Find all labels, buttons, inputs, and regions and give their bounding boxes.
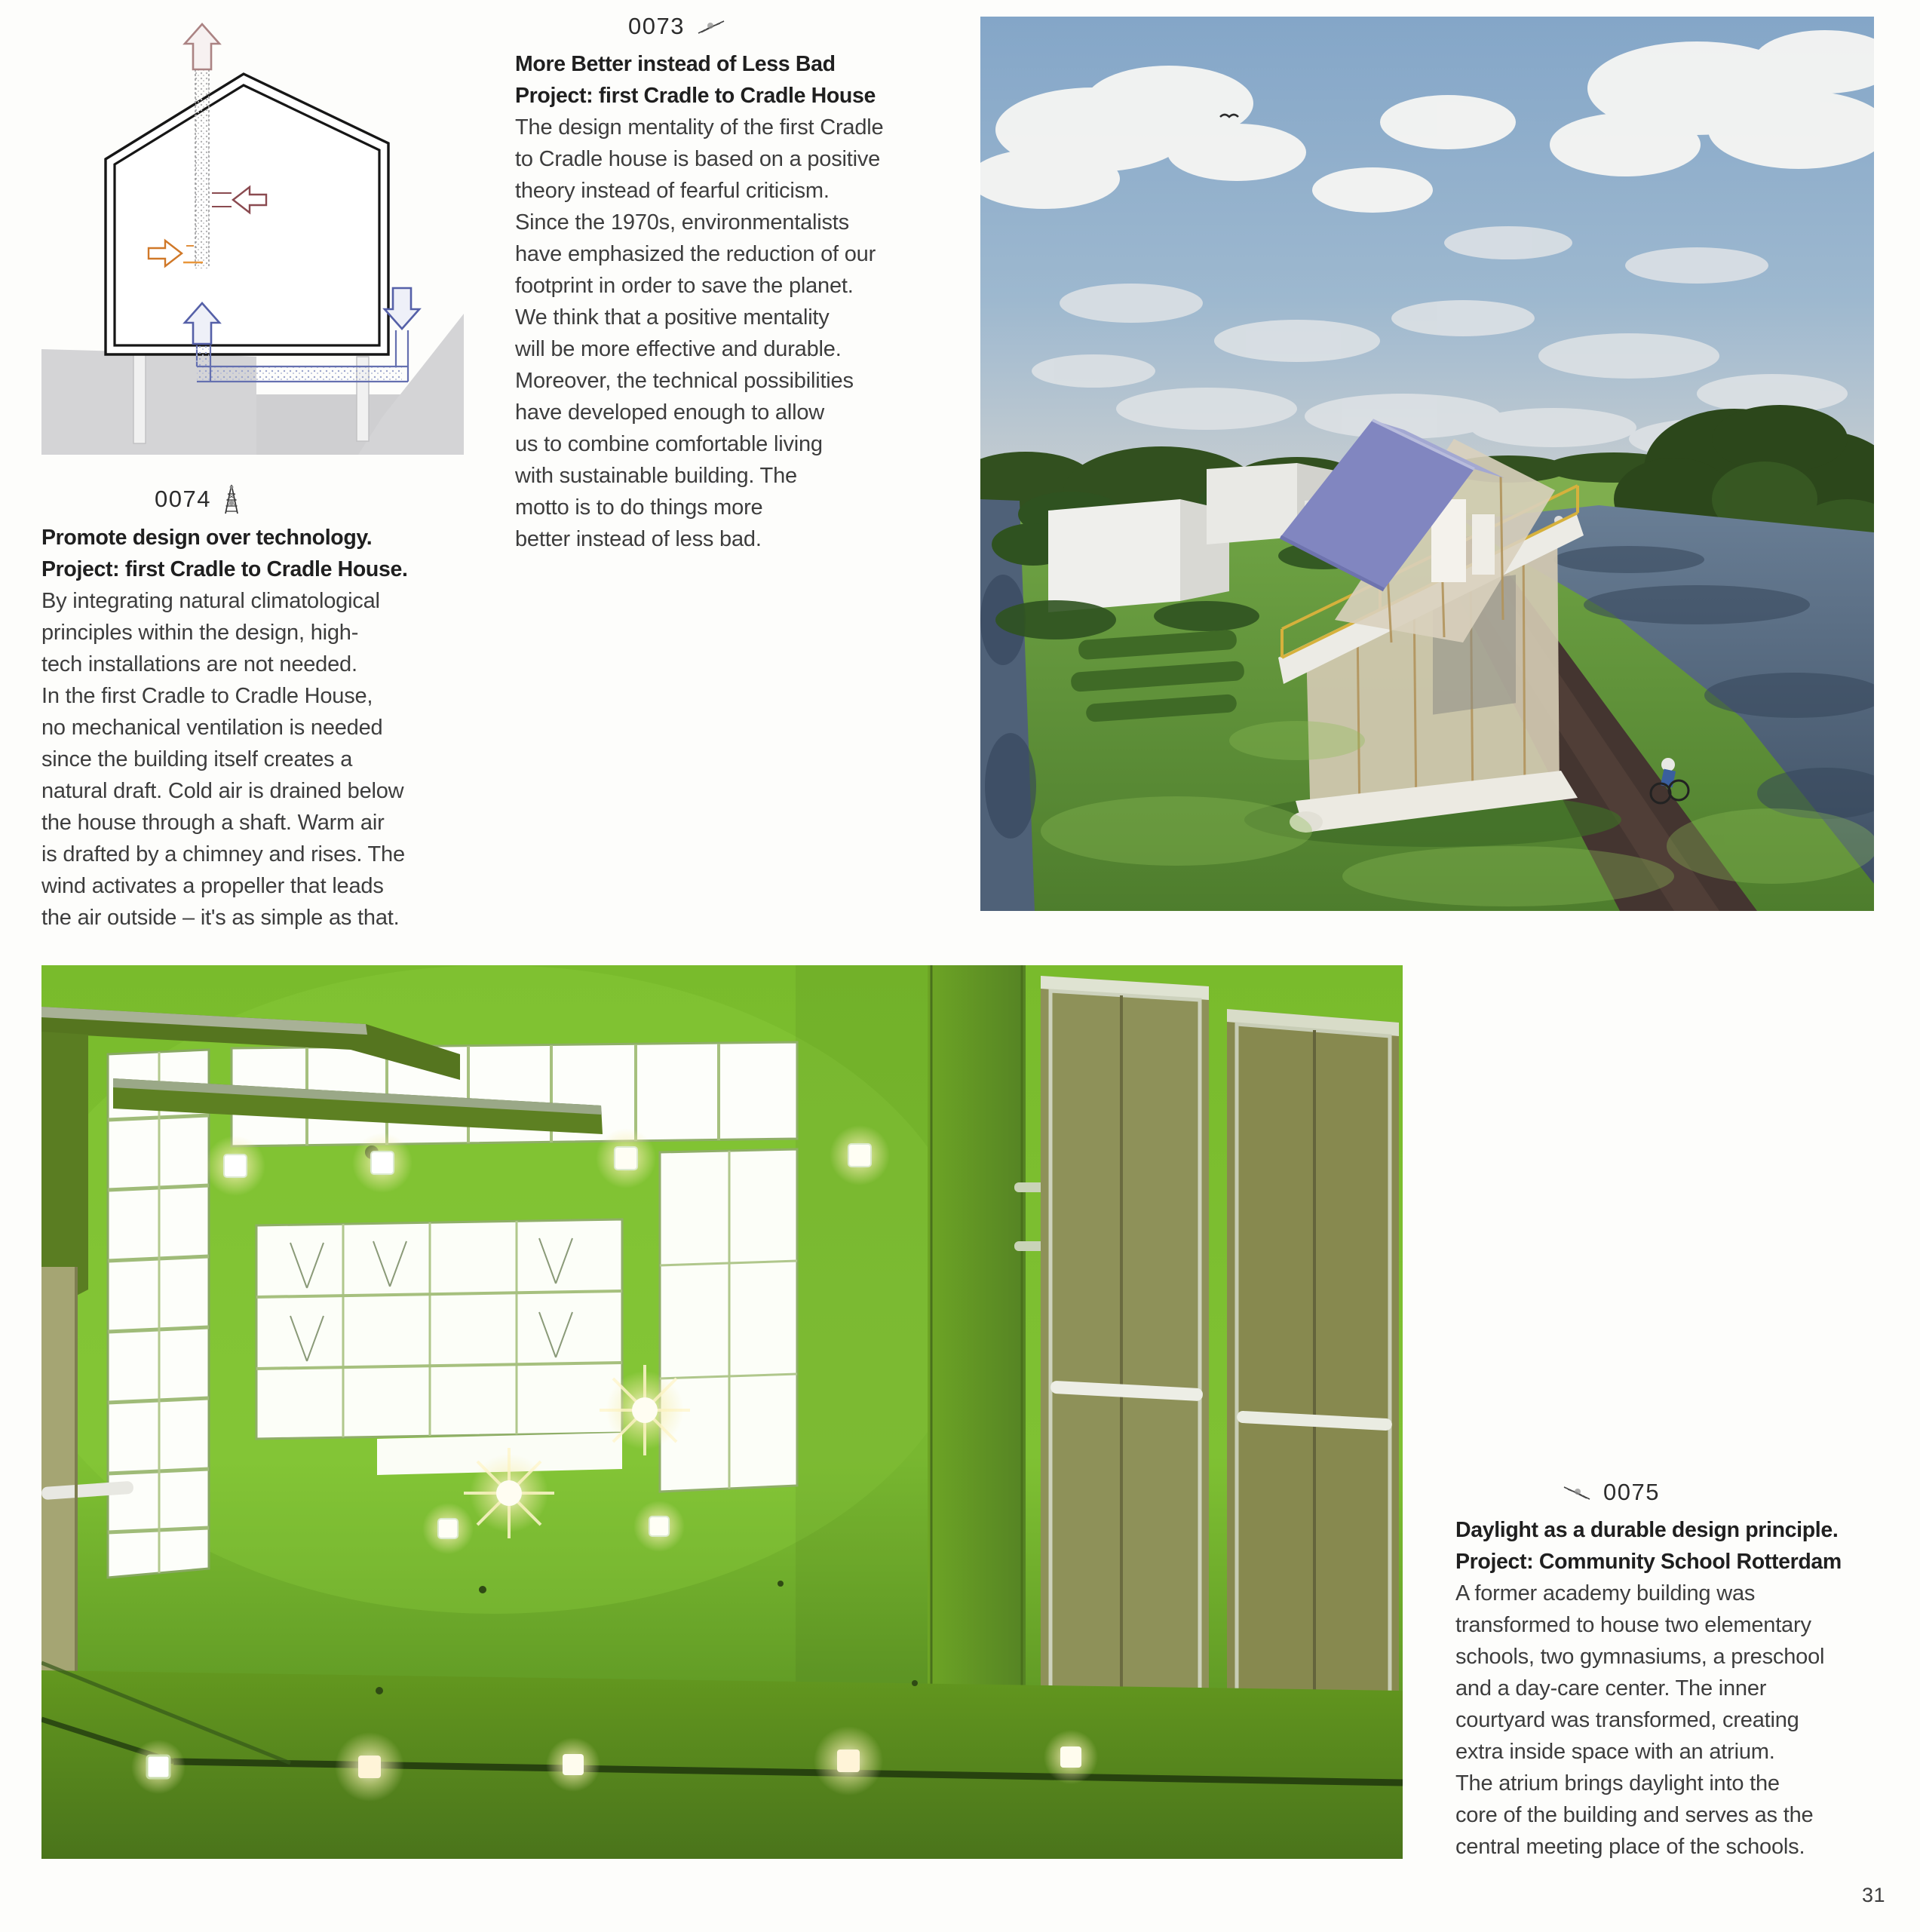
- tip-0073-number: 0073: [628, 13, 685, 39]
- tip-0074-header: [155, 483, 494, 516]
- tip-0075-number: 0075: [1603, 1479, 1660, 1505]
- tip-0075-header: [1561, 1477, 1904, 1508]
- atrium-graphic: [41, 965, 1403, 1859]
- paper-plane-left-icon: [1561, 1481, 1593, 1504]
- tip-0074-project: Project: first Cradle to Cradle House.: [41, 557, 408, 581]
- house-ventilation-diagram: [41, 14, 464, 455]
- tip-0075-project: Project: Community School Rotterdam: [1455, 1550, 1842, 1574]
- tip-0074-body: By integrating natural climatological principles within the design, high- tech installations are not needed. In the first Cradle to Cradle House, no mechanical ventilation is needed since the building itself creates a natural draft. Cold air is drained below the house through a shaft. Warm air is drafted by a chimney and rises. The wind activates a propeller that leads the air outside – it's as simple as that.: [41, 589, 405, 930]
- house-rendering-graphic: [980, 17, 1874, 911]
- tip-0073-project: Project: first Cradle to Cradle House: [515, 84, 876, 108]
- community-school-atrium-photo: [41, 965, 1403, 1859]
- tip-0073: [515, 11, 952, 555]
- page-number: 31: [1861, 1884, 1885, 1906]
- ventilation-diagram-graphic: [41, 14, 464, 455]
- cradle-to-cradle-house-rendering: [980, 17, 1874, 911]
- tip-0074-title: Promote design over technology.: [41, 526, 373, 550]
- tip-0075-body: A former academy building was transformed to house two elementary schools, two gymnasiums, a preschool and a day-care center. The inner courtyard was transformed, creating extra inside space with an atrium. The atrium brings daylight into the core of the building and serves as the central meeting place of the schools.: [1455, 1581, 1825, 1859]
- radio-tower-icon: [222, 483, 241, 516]
- tip-0075-title: Daylight as a durable design principle.: [1455, 1518, 1839, 1542]
- tip-0073-body: The design mentality of the first Cradle to Cradle house is based on a positive theory instead of fearful criticism. Since the 1970s, environmentalists have emphasized the reduction of our footprint in order to save the planet. We think that a positive mentality will be more effective and durable. Moreover, the technical possibilities have developed enough to allow us to combine comfortable living with sustainable building. The motto is to do things more better instead of less bad.: [515, 115, 884, 551]
- tip-0073-header: [628, 11, 952, 42]
- paper-plane-right-icon: [695, 15, 727, 38]
- tip-0074: [41, 483, 494, 934]
- tip-0075: [1455, 1477, 1904, 1863]
- tip-0073-title: More Better instead of Less Bad: [515, 52, 836, 76]
- tip-0074-number: 0074: [155, 486, 211, 512]
